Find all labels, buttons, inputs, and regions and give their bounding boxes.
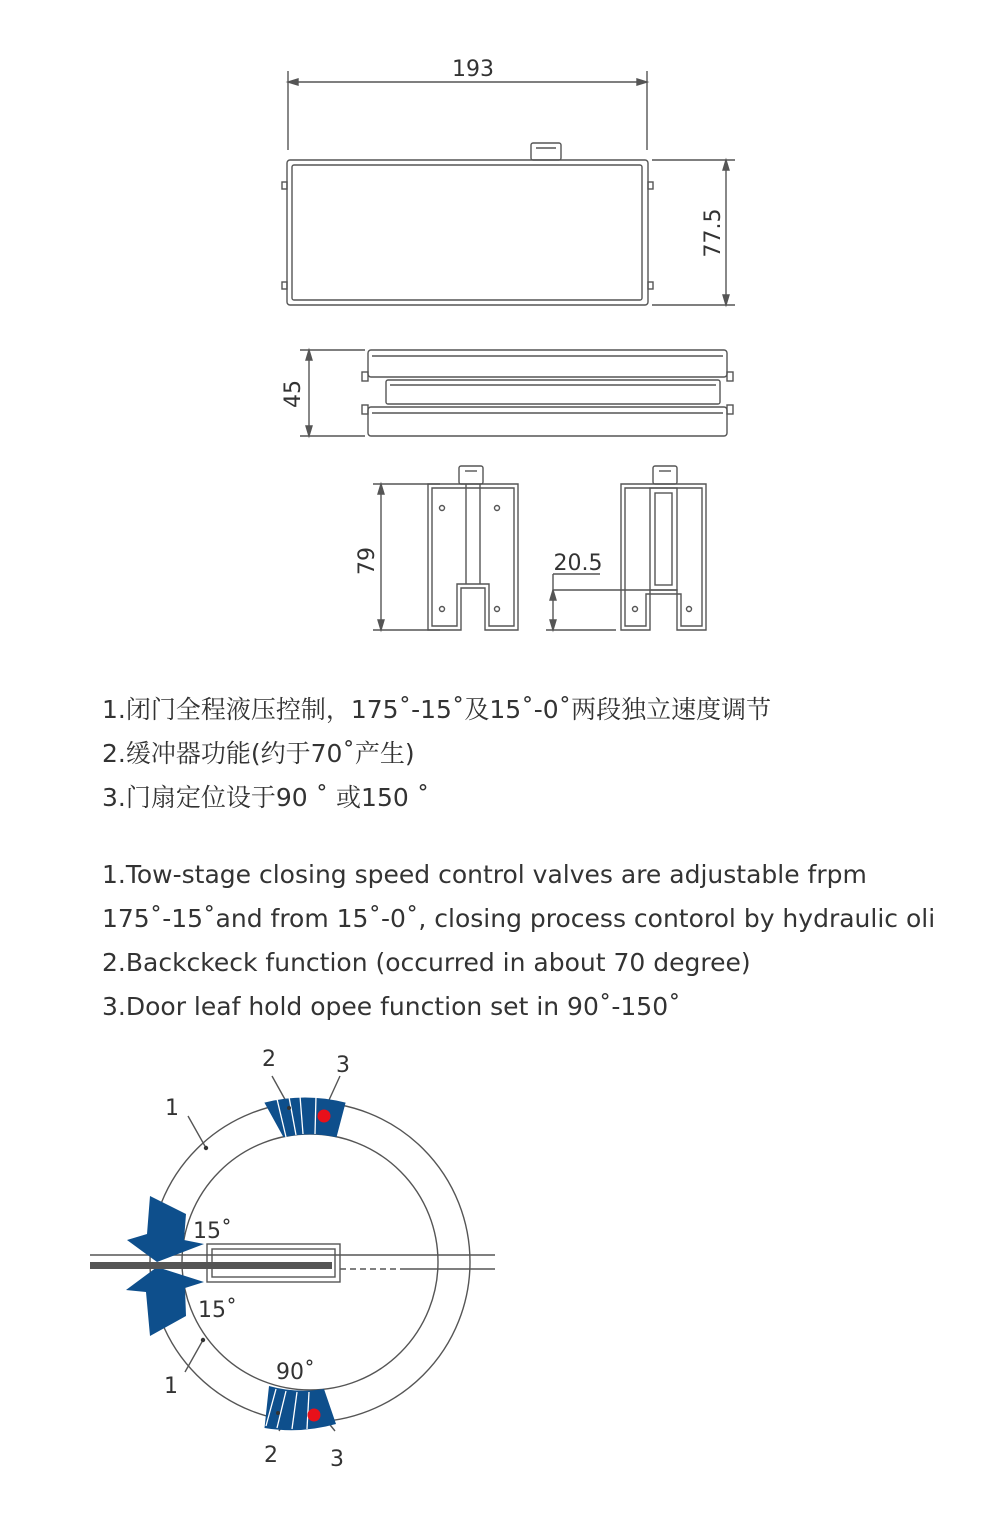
angle-label-hold: 90˚: [276, 1360, 315, 1385]
end-view-right: [546, 466, 706, 630]
feature-cn-2: 2.缓冲器功能(约于70˚产生): [102, 739, 415, 768]
feature-en-2: 175˚-15˚and from 15˚-0˚, closing process contorol by hydraulic oli: [102, 904, 936, 933]
feature-cn-3: 3.门扇定位设于90 ˚ 或150 ˚: [102, 783, 430, 812]
feature-list-english: [102, 853, 935, 1029]
end-view-left: [373, 466, 518, 630]
dim-bracket-height-label: 79: [355, 547, 380, 575]
zone-label-2-upper: 2: [262, 1047, 276, 1072]
zone-label-2-lower: 2: [264, 1443, 278, 1468]
top-view: [282, 71, 735, 305]
dim-height-label: 77.5: [701, 208, 726, 258]
feature-en-4: 3.Door leaf hold opee function set in 90˚-150˚: [102, 992, 681, 1021]
side-view: [300, 350, 733, 436]
angle-label-lower: 15˚: [198, 1298, 237, 1323]
zone-label-3-upper: 3: [336, 1053, 350, 1078]
angle-label-upper: 15˚: [193, 1219, 232, 1244]
feature-list-chinese: [102, 688, 771, 820]
dim-offset-label: 20.5: [553, 551, 603, 576]
feature-en-1: 1.Tow-stage closing speed control valves are adjustable frpm: [102, 860, 867, 889]
zone-label-3-lower: 3: [330, 1447, 344, 1472]
zone-label-1-lower: 1: [164, 1374, 178, 1399]
feature-cn-1: 1.闭门全程液压控制，175˚-15˚及15˚-0˚两段独立速度调节: [102, 695, 772, 724]
dim-depth-label: 45: [281, 380, 306, 408]
feature-en-3: 2.Backckeck function (occurred in about 70 degree): [102, 948, 751, 977]
zone-label-1-upper: 1: [165, 1096, 179, 1121]
dim-width-label: 193: [452, 57, 494, 82]
